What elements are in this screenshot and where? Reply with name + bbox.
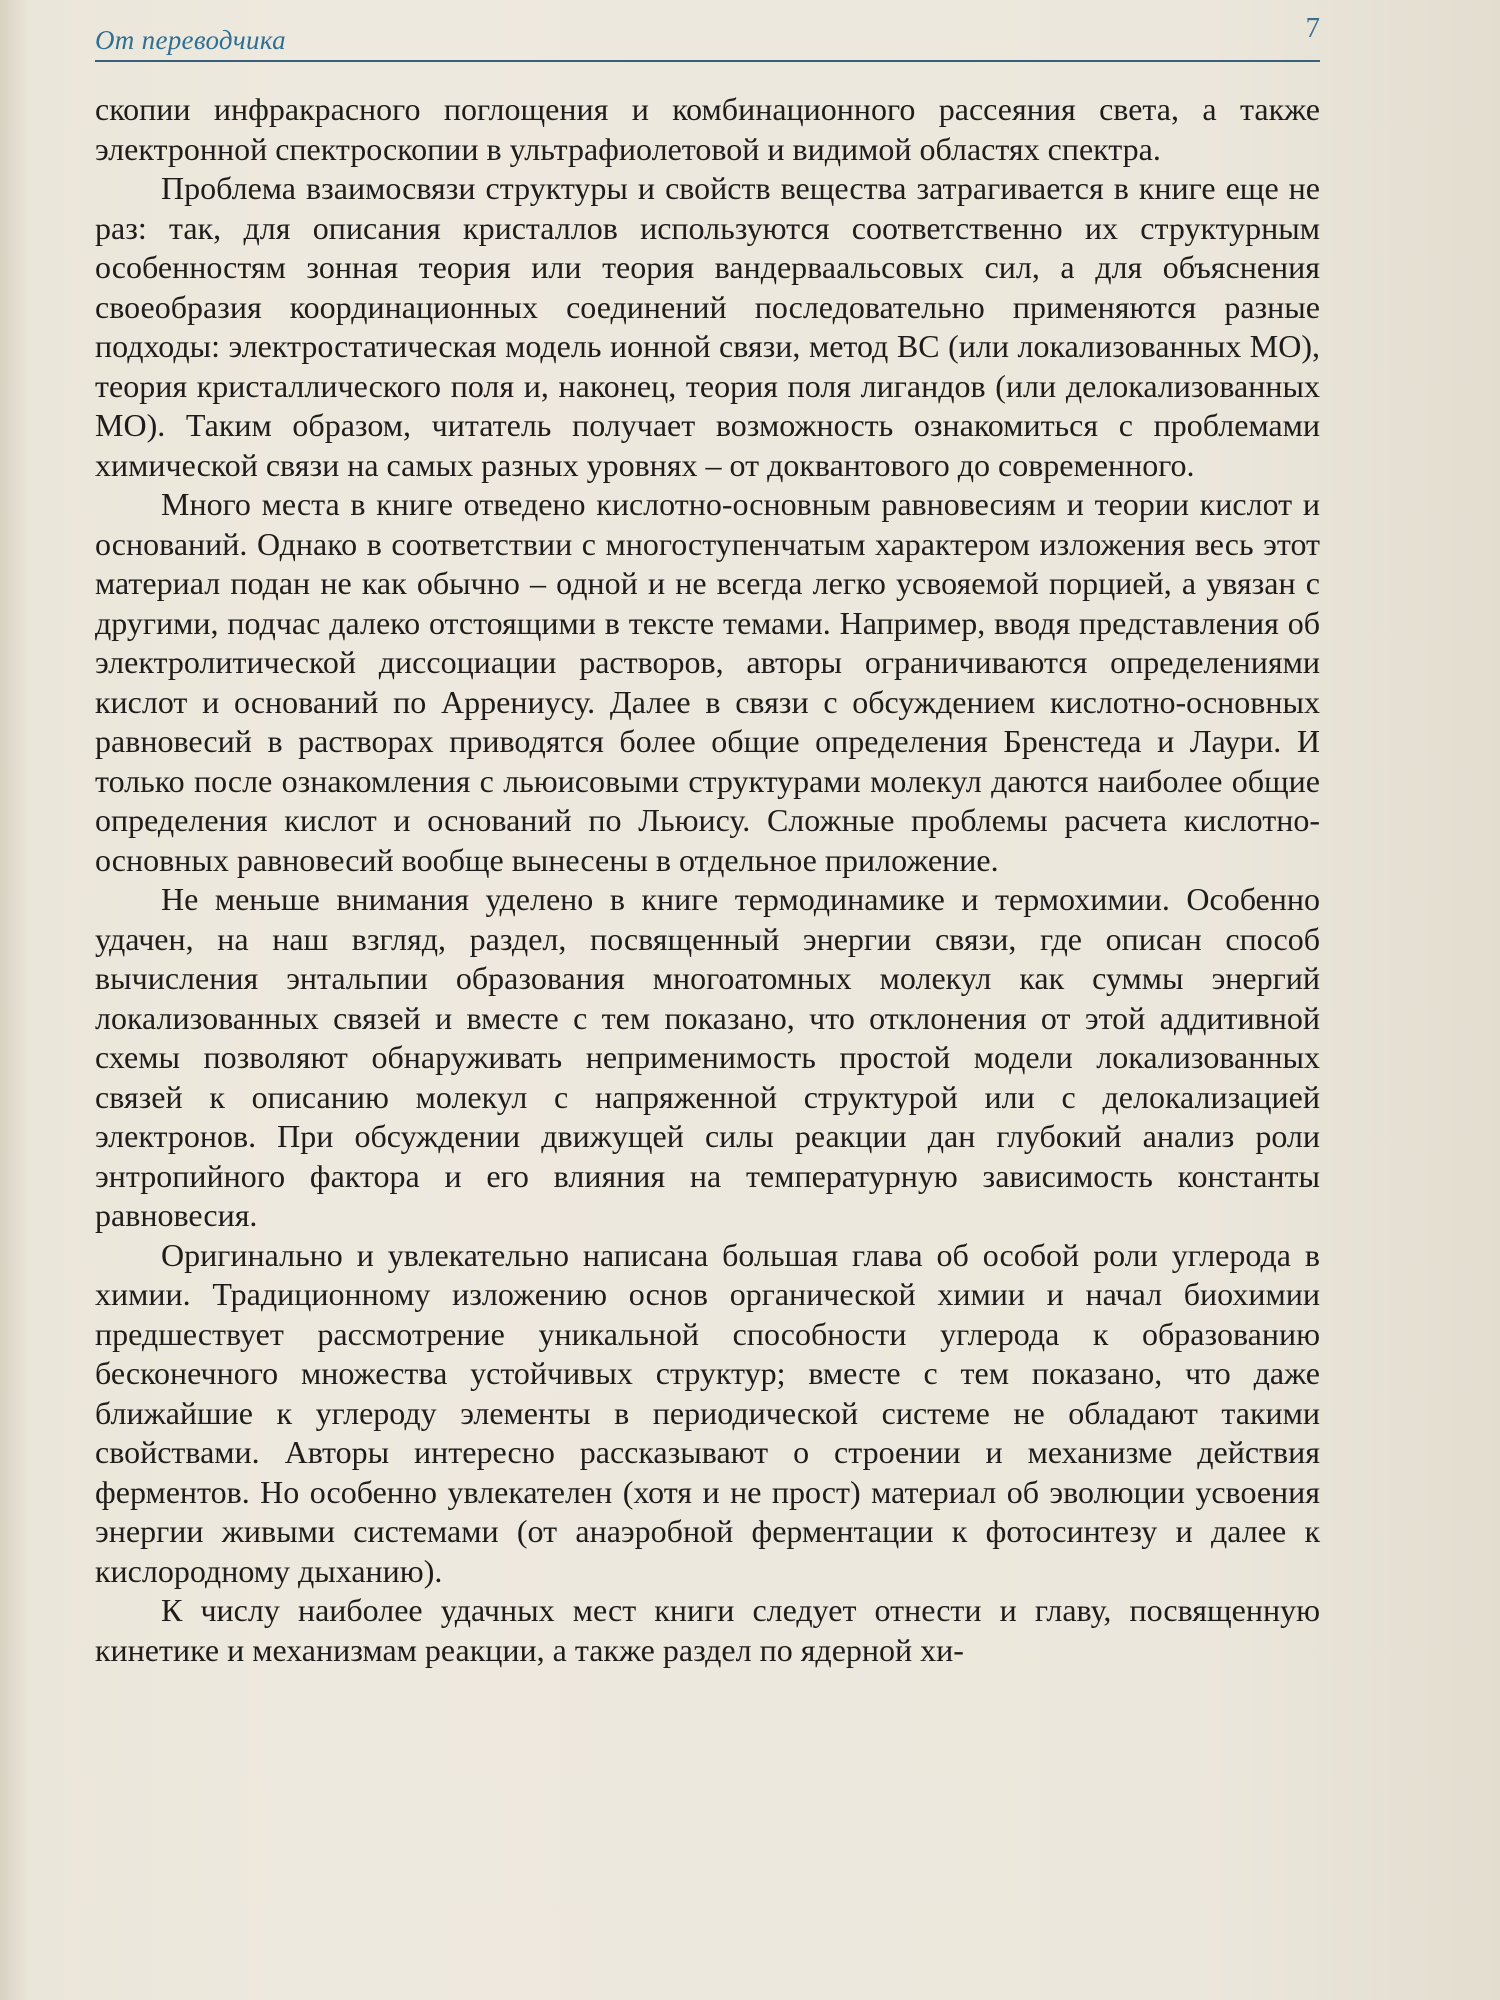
body-text [95,90,1320,1670]
paragraph-5: Оригинально и увлекательно написана большая глава об особой роли углерода в химии. Традиционному изложению основ органической химии и начал биохимии предшествует рассмотрение уникальной способности углерода к образованию бесконечного множества устойчивых структур; вместе с тем показано, что даже ближайшие к углероду элементы в периодической системе не обладают такими свойствами. Авторы интересно рассказывают о строении и механизме действия ферментов. Но особенно увлекателен (хотя и не прост) материал об эволюции усвоения энергии живыми системами (от анаэробной ферментации к фотосинтезу и далее к кислородному дыханию). [95,1236,1320,1589]
page-number: 7 [1305,12,1320,44]
page-header [95,12,1320,62]
paragraph-4: Не меньше внимания уделено в книге термодинамике и термохимии. Особенно удачен, на наш взгляд, раздел, посвященный энергии связи, где описан способ вычисления энтальпии образования многоатомных молекул как суммы энергий локализованных связей и вместе с тем показано, что отклонения от этой аддитивной схемы позволяют обнаруживать неприменимость простой модели локализованных связей к описанию молекул с напряженной структурой или с делокализацией электронов. При обсуждении движущей силы реакции дан глубокий анализ роли энтропийного фактора и его влияния на температурную зависимость константы равновесия. [95,881,1320,1233]
paragraph-1: скопии инфракрасного поглощения и комбинационного рассеяния света, а также электронной спектроскопии в ультрафиолетовой и видимой областях спектра. [95,91,1320,167]
paragraph-3: Много места в книге отведено кислотно-основным равновесиям и теории кислот и оснований. Однако в соответствии с многоступенчатым характером изложения весь этот материал подан не как обычно – одной и не всегда легко усвояемой порцией, а увязан с другими, подчас далеко отстоящими в тексте темами. Например, вводя представления об электролитической диссоциации растворов, авторы ограничиваются определениями кислот и оснований по Аррениусу. Далее в связи с обсуждением кислотно-основных равновесий в растворах приводятся более общие определения Бренстеда и Лаури. И только после ознакомления с льюисовыми структурами молекул даются наиболее общие определения кислот и оснований по Льюису. Сложные проблемы расчета кислотно-основных равновесий вообще вынесены в отдельное приложение. [95,486,1320,878]
paragraph-6: К числу наиболее удачных мест книги следует отнести и главу, посвященную кинетике и механизмам реакции, а также раздел по ядерной хи- [95,1592,1320,1668]
paragraph-2: Проблема взаимосвязи структуры и свойств вещества затрагивается в книге еще не раз: так, для описания кристаллов используются соответственно их структурным особенностям зонная теория или теория вандерваальсовых сил, а для объяснения своеобразия координационных соединений последовательно применяются разные подходы: электростатическая модель ионной связи, метод ВС (или локализованных МО), теория кристаллического поля и, наконец, теория поля лигандов (или делокализованных МО). Таким образом, читатель получает возможность ознакомиться с проблемами химической связи на самых разных уровнях – от доквантового до современного. [95,170,1320,483]
running-head: От переводчика [95,25,286,55]
